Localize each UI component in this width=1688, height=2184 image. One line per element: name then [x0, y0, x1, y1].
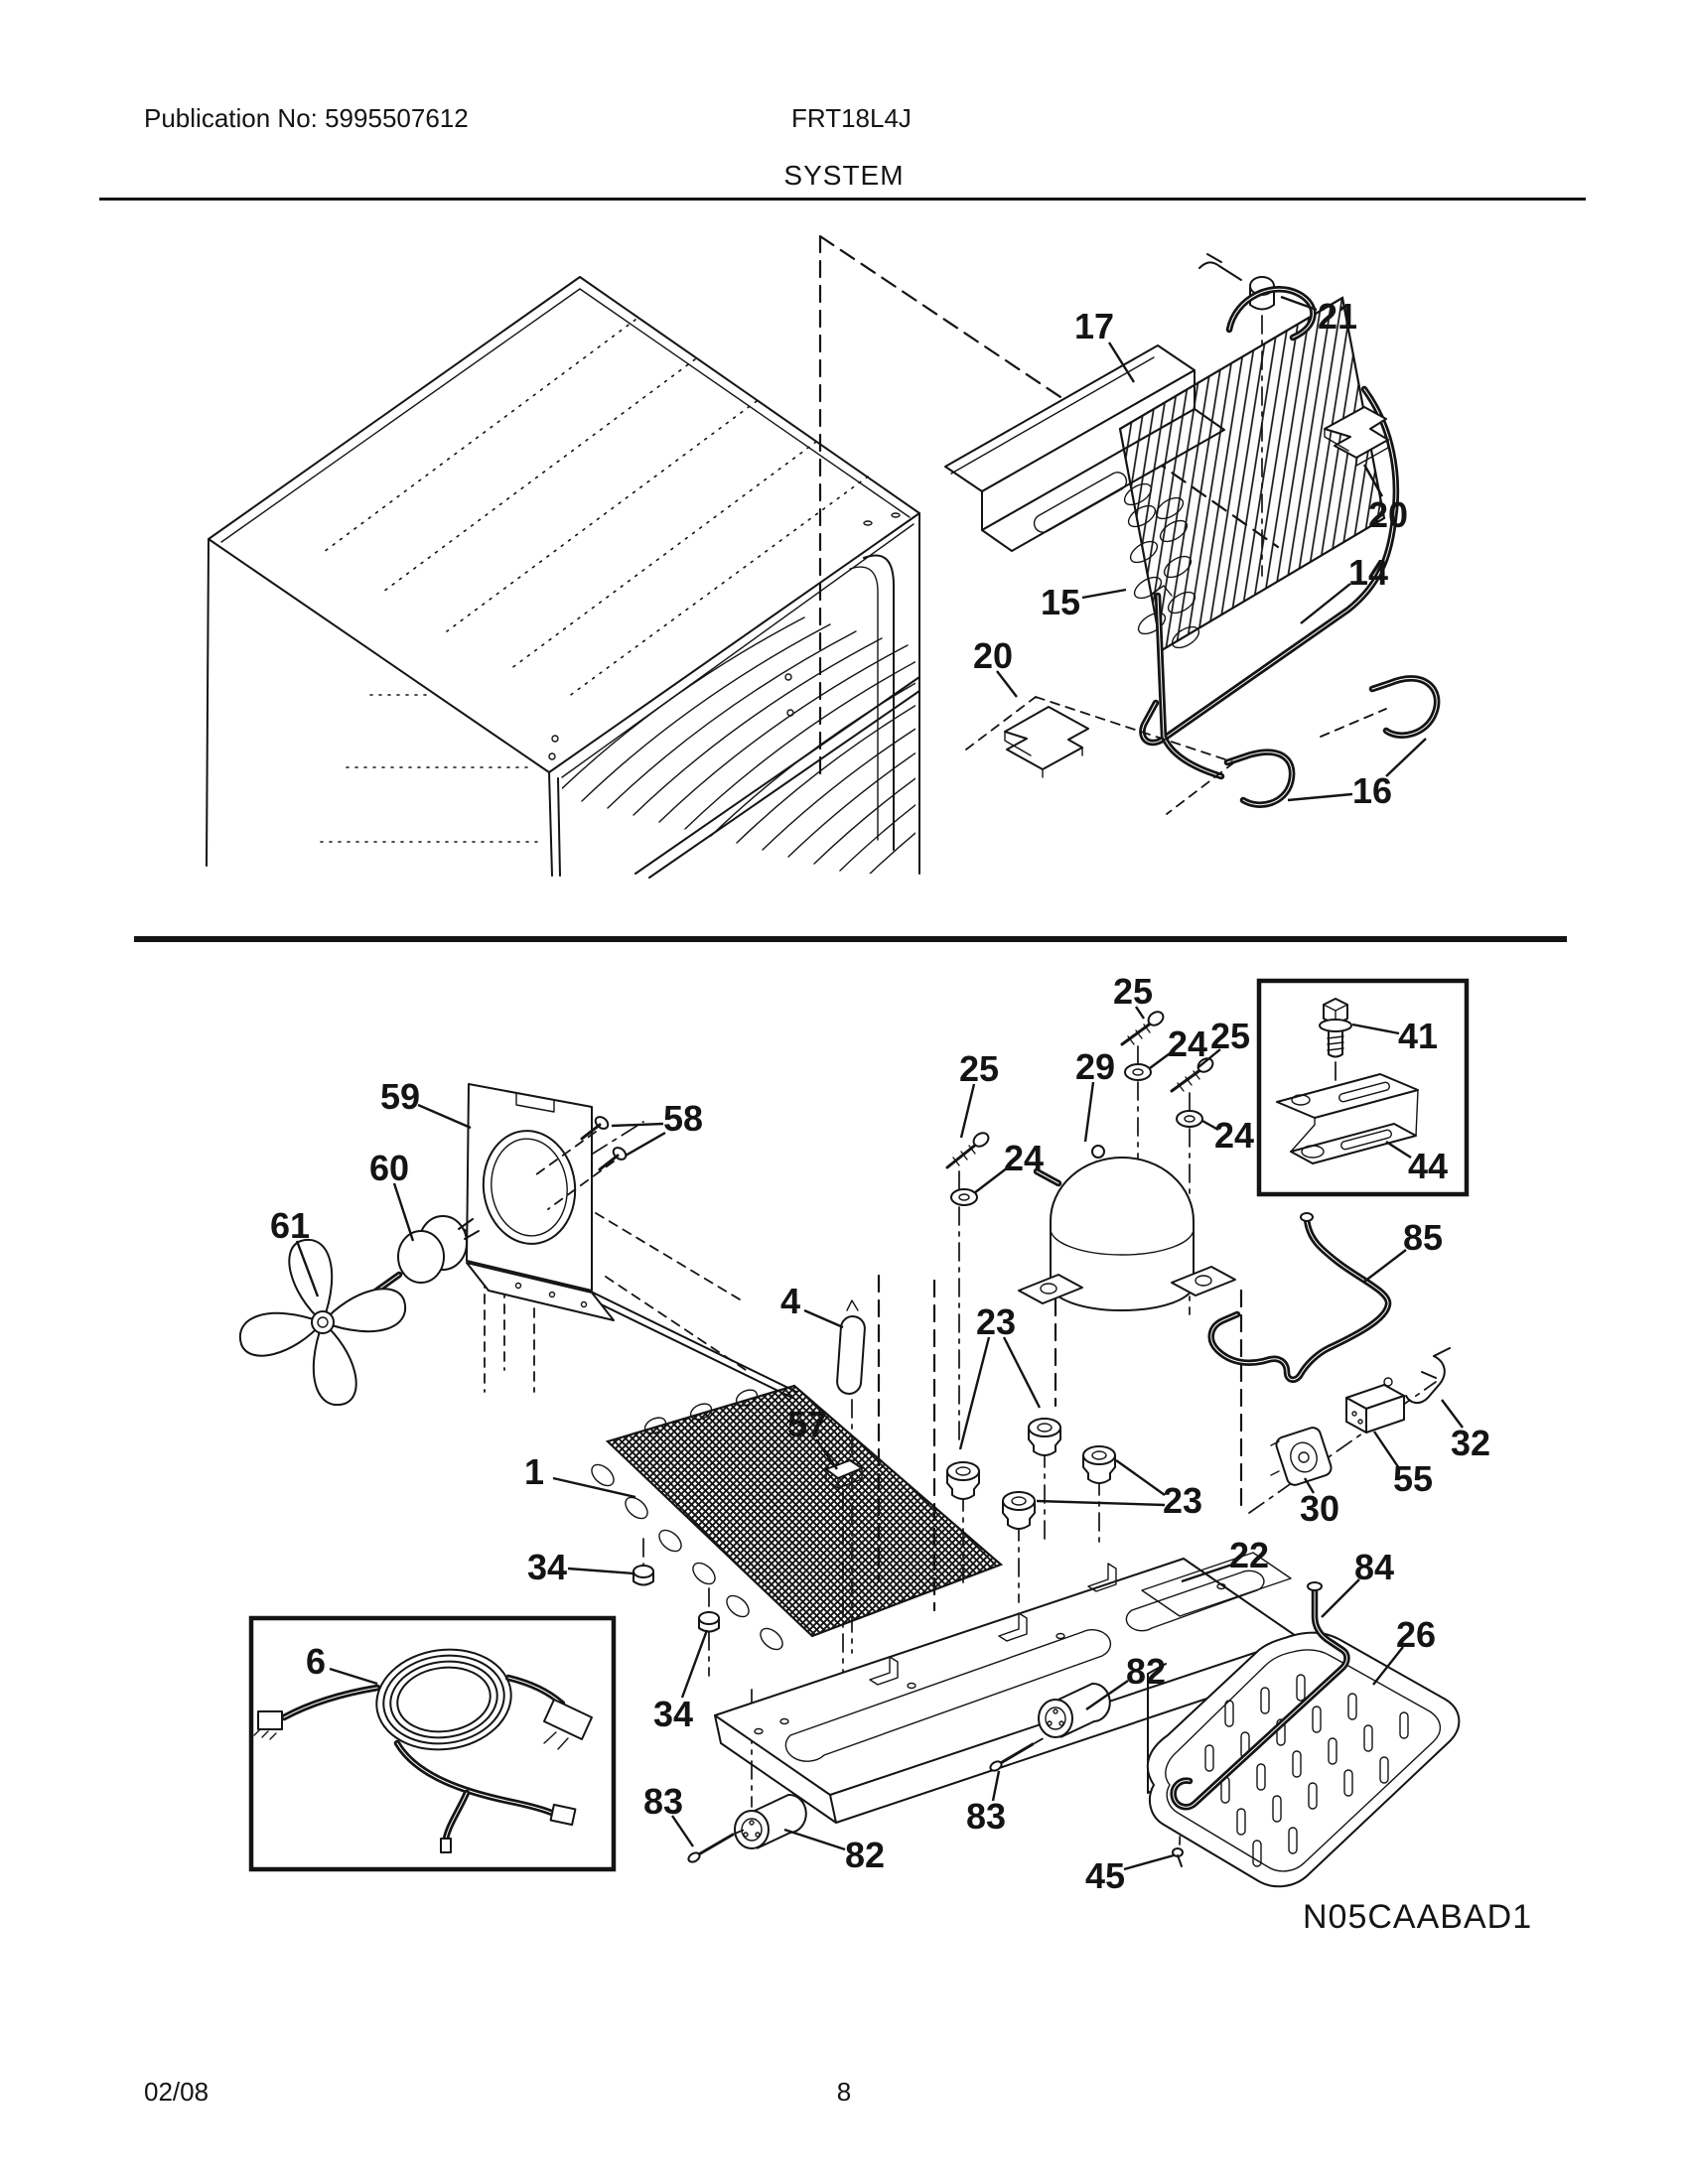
- leader-line-24: [974, 1167, 1008, 1193]
- callout-26-label: 26: [1395, 1614, 1437, 1655]
- callout-20-label: 20: [1367, 494, 1409, 535]
- callout-24-label: 24: [1213, 1115, 1255, 1156]
- footer-date: 02/08: [144, 2077, 210, 2107]
- callout-30-label: 30: [1299, 1488, 1340, 1529]
- leader-line-16: [1288, 794, 1352, 800]
- freezer-fin: [659, 645, 908, 822]
- callout-25-label: 25: [1209, 1016, 1251, 1056]
- callout-82-label: 82: [1125, 1651, 1167, 1692]
- filter-drier: [836, 1300, 865, 1395]
- callout-6-label: 6: [305, 1641, 327, 1682]
- leader-line-34: [568, 1569, 633, 1573]
- callout-61-label: 61: [269, 1205, 311, 1246]
- compressor-grommets: [947, 1419, 1115, 1529]
- callout-24-label: 24: [1003, 1138, 1045, 1178]
- callout-83-label: 83: [965, 1796, 1007, 1837]
- leader-line-58: [626, 1133, 665, 1156]
- callout-4-label: 4: [779, 1281, 801, 1321]
- leader-line-45: [1124, 1855, 1174, 1869]
- bracket-left: [1005, 707, 1088, 777]
- callout-60-label: 60: [368, 1148, 410, 1188]
- refrigerator-cabinet: [207, 236, 1278, 878]
- callout-82-label: 82: [844, 1835, 886, 1875]
- leader-line-60: [394, 1183, 413, 1241]
- callout-58-label: 58: [662, 1098, 704, 1139]
- leader-line-23: [960, 1337, 989, 1449]
- leader-line-23: [1037, 1501, 1165, 1505]
- tube-hooks: [1227, 678, 1437, 804]
- callout-34-label: 34: [652, 1694, 694, 1734]
- callout-83-label: 83: [642, 1781, 684, 1822]
- heat-loop-tube: [1211, 1213, 1388, 1380]
- compressor: [1019, 1146, 1235, 1310]
- fan-blade: [240, 1240, 405, 1405]
- footer-page-number: 8: [836, 2077, 852, 2107]
- freezer-fin: [737, 666, 985, 843]
- leader-line-34: [682, 1630, 707, 1698]
- wire-clip: [1406, 1348, 1450, 1403]
- machine-compartment: [240, 981, 1467, 1886]
- leader-line-25: [961, 1084, 974, 1138]
- evaporator-assembly: [945, 254, 1437, 814]
- leader-line-59: [418, 1105, 471, 1128]
- callout-85-label: 85: [1402, 1217, 1444, 1258]
- callout-21-label: 21: [1317, 296, 1358, 337]
- leader-line-23: [1004, 1337, 1040, 1408]
- overload-cover: [1271, 1426, 1334, 1487]
- callout-23-label: 23: [975, 1301, 1017, 1342]
- callout-45-label: 45: [1084, 1855, 1126, 1896]
- freezer-fin: [685, 652, 933, 829]
- pan-screw: [1173, 1848, 1183, 1866]
- publication-number: Publication No: 5995507612: [144, 103, 469, 133]
- leader-line-85: [1364, 1250, 1406, 1282]
- freezer-fin: [788, 680, 1037, 857]
- fan-motor: [371, 1216, 479, 1295]
- diagram-code: N05CAABAD1: [1303, 1898, 1533, 1936]
- callout-32-label: 32: [1450, 1423, 1491, 1463]
- leader-line-1: [553, 1478, 635, 1497]
- callout-59-label: 59: [379, 1076, 421, 1117]
- callout-15-label: 15: [1040, 582, 1081, 622]
- callout-55-label: 55: [1392, 1458, 1434, 1499]
- callout-84-label: 84: [1353, 1547, 1395, 1587]
- callout-57-label: 57: [786, 1404, 828, 1444]
- leader-line-23: [1116, 1460, 1165, 1495]
- leader-line-15: [1082, 590, 1126, 598]
- leader-line-14: [1301, 584, 1350, 623]
- callout-25-label: 25: [958, 1048, 1000, 1089]
- callout-17-label: 17: [1073, 306, 1115, 346]
- condenser-grommets: [633, 1566, 719, 1632]
- fan-shroud: [467, 1084, 614, 1320]
- callout-29-label: 29: [1074, 1046, 1116, 1087]
- model-number: FRT18L4J: [791, 103, 912, 133]
- callout-23-label: 23: [1162, 1480, 1203, 1521]
- callout-14-label: 14: [1347, 552, 1389, 593]
- callout-16-label: 16: [1351, 770, 1393, 811]
- callout-25-label: 25: [1112, 971, 1154, 1012]
- callout-44-label: 44: [1407, 1146, 1449, 1186]
- callout-41-label: 41: [1397, 1016, 1439, 1056]
- callout-24-label: 24: [1167, 1024, 1208, 1064]
- leader-line-82: [784, 1830, 845, 1849]
- freezer-fin: [814, 687, 1062, 864]
- page-title: SYSTEM: [783, 160, 905, 191]
- callout-20-label: 20: [972, 635, 1014, 676]
- leader-line-58: [612, 1124, 663, 1126]
- leader-line-4: [804, 1310, 843, 1327]
- callout-22-label: 22: [1228, 1535, 1270, 1575]
- callout-1-label: 1: [523, 1451, 545, 1492]
- leader-line-29: [1085, 1082, 1093, 1142]
- callout-34-label: 34: [526, 1547, 568, 1587]
- relay: [1346, 1378, 1404, 1433]
